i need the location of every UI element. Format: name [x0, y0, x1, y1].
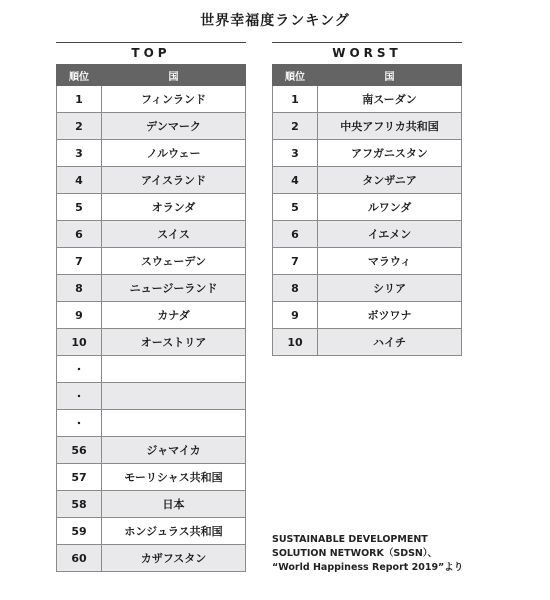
table-row — [57, 167, 246, 194]
country-cell: 南スーダン — [318, 86, 462, 113]
rank-cell: ・ — [57, 383, 102, 410]
table-row — [273, 248, 462, 275]
table-row — [57, 329, 246, 356]
country-cell: ホンジュラス共和国 — [102, 518, 246, 545]
table-row — [57, 383, 246, 410]
table-row — [273, 329, 462, 356]
country-cell: フィンランド — [102, 86, 246, 113]
rank-column-header: 順位 — [273, 65, 318, 86]
country-column-header: 国 — [318, 65, 462, 86]
rank-column-header: 順位 — [57, 65, 102, 86]
table-row — [273, 167, 462, 194]
country-cell — [102, 356, 246, 383]
table-row — [57, 437, 246, 464]
country-cell: スイス — [102, 221, 246, 248]
table-row — [57, 356, 246, 383]
source-line: SUSTAINABLE DEVELOPMENT — [272, 534, 428, 545]
country-cell: ニュージーランド — [102, 275, 246, 302]
country-cell: モーリシャス共和国 — [102, 464, 246, 491]
table-row — [57, 275, 246, 302]
table-row — [273, 140, 462, 167]
page-title: 世界幸福度ランキング — [200, 13, 350, 29]
table-row — [57, 140, 246, 167]
country-cell: オーストリア — [102, 329, 246, 356]
table-header-row — [57, 65, 246, 86]
table-row — [57, 86, 246, 113]
country-cell: カナダ — [102, 302, 246, 329]
rank-cell: 10 — [273, 329, 318, 356]
rank-cell: ・ — [57, 356, 102, 383]
rank-cell: 7 — [273, 248, 318, 275]
rank-cell: 4 — [57, 167, 102, 194]
country-cell — [102, 410, 246, 437]
country-cell: 日本 — [102, 491, 246, 518]
country-cell: シリア — [318, 275, 462, 302]
rank-cell: 60 — [57, 545, 102, 572]
table-row — [57, 248, 246, 275]
rank-cell: 56 — [57, 437, 102, 464]
country-cell: アイスランド — [102, 167, 246, 194]
rank-cell: 4 — [273, 167, 318, 194]
rank-cell: 2 — [273, 113, 318, 140]
rank-cell: 1 — [273, 86, 318, 113]
country-cell: スウェーデン — [102, 248, 246, 275]
rank-cell: 1 — [57, 86, 102, 113]
rank-cell: 7 — [57, 248, 102, 275]
rank-cell: 59 — [57, 518, 102, 545]
worst-section-heading: WORST — [272, 42, 462, 63]
rank-cell: ・ — [57, 410, 102, 437]
rank-cell: 10 — [57, 329, 102, 356]
country-cell: カザフスタン — [102, 545, 246, 572]
rank-cell: 5 — [273, 194, 318, 221]
table-row — [57, 302, 246, 329]
source-line: “World Happiness Report 2019”より — [272, 562, 464, 573]
table-header-row — [273, 65, 462, 86]
worst-ranking-body — [273, 86, 462, 356]
country-cell: ルワンダ — [318, 194, 462, 221]
source-citation — [272, 533, 502, 575]
rank-cell: 9 — [57, 302, 102, 329]
country-cell: 中央アフリカ共和国 — [318, 113, 462, 140]
top-section-heading: TOP — [56, 42, 246, 63]
top-ranking-table — [56, 64, 246, 572]
table-row — [57, 410, 246, 437]
source-line: SOLUTION NETWORK（SDSN）、 — [272, 548, 438, 559]
table-row — [57, 194, 246, 221]
top-ranking-body — [57, 86, 246, 572]
rank-cell: 57 — [57, 464, 102, 491]
rank-cell: 2 — [57, 113, 102, 140]
country-cell: デンマーク — [102, 113, 246, 140]
table-row — [57, 113, 246, 140]
worst-ranking-table — [272, 64, 462, 356]
country-cell: ノルウェー — [102, 140, 246, 167]
country-cell: ハイチ — [318, 329, 462, 356]
table-row — [57, 464, 246, 491]
table-row — [273, 275, 462, 302]
country-cell: マラウィ — [318, 248, 462, 275]
table-row — [273, 302, 462, 329]
table-row — [57, 491, 246, 518]
table-row — [57, 221, 246, 248]
rank-cell: 3 — [273, 140, 318, 167]
table-row — [273, 113, 462, 140]
rank-cell: 8 — [57, 275, 102, 302]
country-cell: イエメン — [318, 221, 462, 248]
country-cell — [102, 383, 246, 410]
rank-cell: 58 — [57, 491, 102, 518]
rank-cell: 3 — [57, 140, 102, 167]
table-row — [57, 518, 246, 545]
table-row — [57, 545, 246, 572]
country-cell: アフガニスタン — [318, 140, 462, 167]
table-row — [273, 86, 462, 113]
country-cell: ボツワナ — [318, 302, 462, 329]
rank-cell: 6 — [57, 221, 102, 248]
country-cell: ジャマイカ — [102, 437, 246, 464]
rank-cell: 9 — [273, 302, 318, 329]
table-row — [273, 194, 462, 221]
rank-cell: 5 — [57, 194, 102, 221]
table-row — [273, 221, 462, 248]
country-column-header: 国 — [102, 65, 246, 86]
rank-cell: 8 — [273, 275, 318, 302]
country-cell: オランダ — [102, 194, 246, 221]
rank-cell: 6 — [273, 221, 318, 248]
country-cell: タンザニア — [318, 167, 462, 194]
